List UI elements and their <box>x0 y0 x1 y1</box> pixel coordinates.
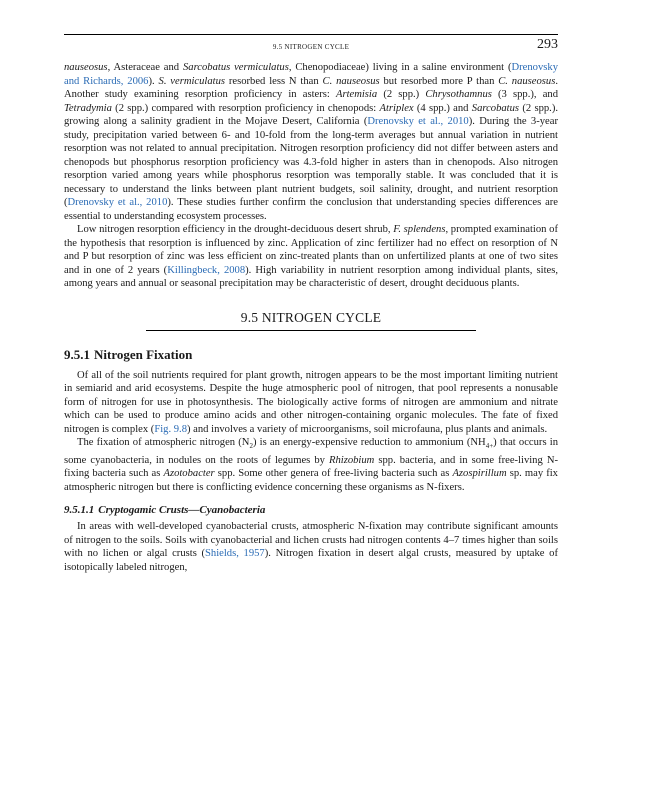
paragraph-cryptogamic-crusts: In areas with well-developed cyanobacterial crusts, atmospheric N-fixation may contribute significant amounts of nitrogen to the soils. Soils with cyanobacterial and lichen crusts had nitrogen contents 4–7 times higher than soils with no lichen or algal crusts (Shields, 1957). Nitrogen fixation in desert algal crusts, measured by uptake of isotopically labeled nitrogen, <box>64 521 558 573</box>
paragraph-nitrogen-limiting: Of all of the soil nutrients required for plant growth, nitrogen appears to be the most important limiting nutrient in semiarid and arid ecosystems. Despite the huge atmospheric pool of nitrogen, that pool represents a nonusable form of nitrogen for use in photosynthesis. The biologically active forms of nitrogen are ammonium and nitrate which can be used to produce amino acids and other nitrogen-containing organic molecules. The fate of fixed nitrogen is complex (Fig. 9.8) and involves a variety of microorganisms, soil microfauna, plus plants and animals. <box>64 369 558 435</box>
subsubsection-title: Cryptogamic Crusts—Cyanobacteria <box>98 504 266 517</box>
running-head: 9.5 NITROGEN CYCLE <box>272 43 350 51</box>
subsection-title: Nitrogen Fixation <box>94 346 193 362</box>
section-heading <box>64 309 558 331</box>
running-header <box>64 34 558 57</box>
citation-link[interactable]: Killingbeck, 2008 <box>167 264 246 276</box>
figure-link[interactable]: Fig. 9.8 <box>154 423 187 435</box>
subsubsection-heading <box>64 504 558 516</box>
page-number: 293 <box>537 37 558 52</box>
subsection-number: 9.5.1 <box>64 346 90 362</box>
page <box>64 34 558 574</box>
citation-link[interactable]: Drenovsky et al., 2010 <box>67 197 168 208</box>
citation-link[interactable]: Shields, 1957 <box>205 548 265 560</box>
citation-link[interactable]: Drenovsky and Richards, 2006 <box>64 62 558 87</box>
subsection-heading <box>64 347 558 363</box>
paragraph-zinc-resorption: Low nitrogen resorption efficiency in the drought-deciduous desert shrub, F. splendens, prompted examination of the hypothesis that resorption is influenced by zinc. Application of zinc fertilizer had no effect on resorption of N and P but resorption of zinc was less efficient on zinc-treated plants than on unfertilized plants at one of two sites and in one of 2 years (Killingbeck, 2008). High variability in nutrient resorption among individual plants, sites, among years and annual or seasonal precipitation may be characteristic of desert, drought deciduous plants. <box>64 224 558 289</box>
section-title: 9.5 NITROGEN CYCLE <box>146 310 476 331</box>
citation-link[interactable]: Drenovsky et al., 2010 <box>367 116 469 127</box>
paragraph-resorption-salinity: nauseosus, Asteraceae and Sarcobatus vermiculatus, Chenopodiaceae) living in a saline environment (Drenovsky and Richards, 2006). S. vermiculatus resorbed less N than C. nauseosus but resorbed more P than C. nauseosus. Another study examining resorption proficiency in asters: Artemisia (2 spp.) Chrysothamnus (3 spp.), and Tetradymia (2 spp.) compared with resorption proficiency in chenopods: Atriplex (4 spp.) and Sarcobatus (2 spp.). growing along a salinity gradient in the Mojave Desert, California (Drenovsky et al., 2010). During the 3-year study, precipitation varied between 6- and 10-fold from the long-term averages but annual variation in nutrient resorption was not related to annual precipitation. Nitrogen resorption proficiency did not differ between asters and chenopods but phosphorus resorption proficiency was 4.3-fold higher in asters than in chenopods. Also nitrogen resorption varied among years while phosphorus resorption was temporally stable. It was concluded that it is necessary to understand the links between plant nutrient budgets, soil salinity, drought, and nutrient resorption (Drenovsky et al., 2010). These studies further confirm the conclusion that understanding species differences are essential to understanding ecosystem processes. <box>64 62 559 222</box>
subsubsection-number: 9.5.1.1 <box>64 504 95 517</box>
paragraph-nitrogen-fixation: The fixation of atmospheric nitrogen $(N_2)$ is an energy-expensive reduction to ammonium $(NH_{4+})$ that occurs in some cyanobacteria, in nodules on the roots of legumes by Rhizobium spp. bacteria, and in some free-living N-fixing bacteria such as Azotobacter spp. Some other genera of free-living bacteria such as Azospirillum sp. may fix atmospheric nitrogen but there is conflicting evidence concerning these organisms as N-fixers. <box>64 437 559 493</box>
